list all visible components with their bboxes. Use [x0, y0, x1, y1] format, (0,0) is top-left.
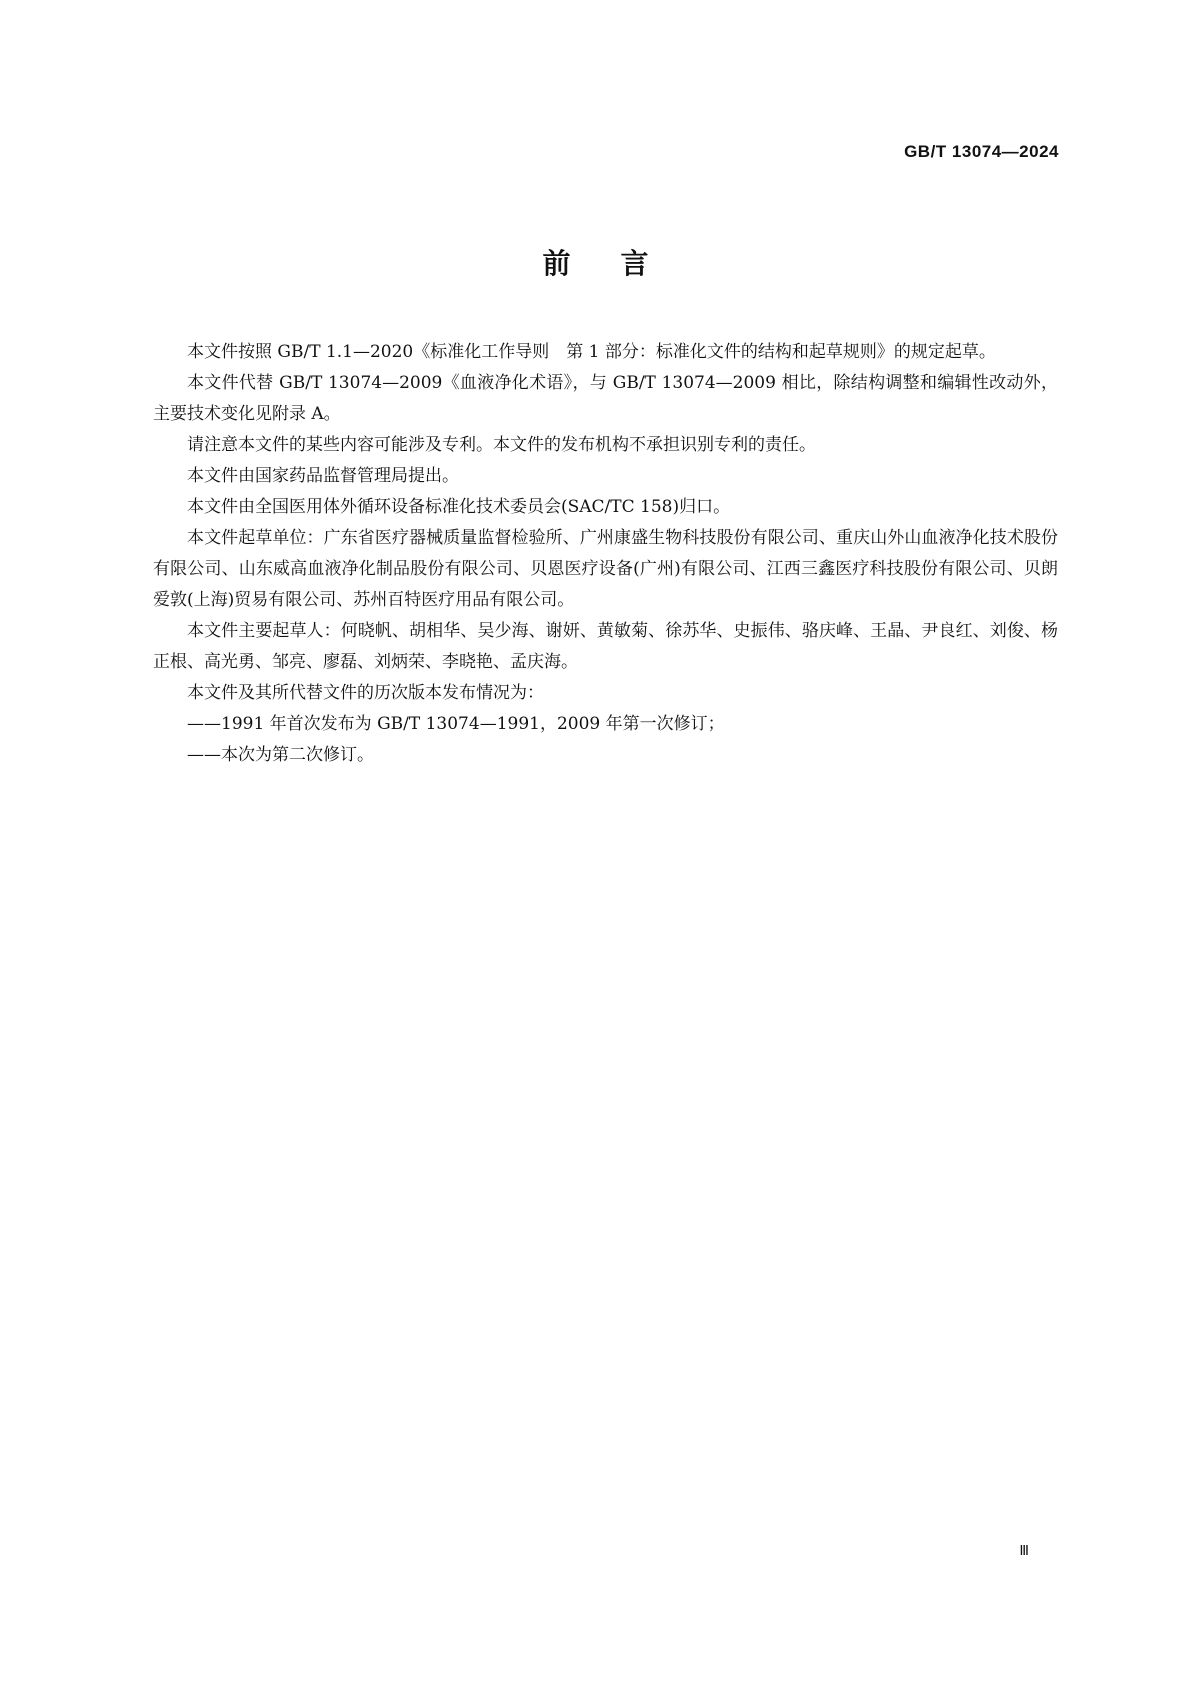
foreword-body: [153, 337, 1058, 771]
standard-code: GB/T 13074—2024: [904, 142, 1059, 161]
paragraph-version-history-intro: 本文件及其所代替文件的历次版本发布情况为：: [187, 683, 544, 703]
paragraph-replacement: 本文件代替 GB/T 13074—2009《血液净化术语》，与 GB/T 13074—2009 相比，除结构调整和编辑性改动外，主要技术变化见附录 A。: [153, 373, 1058, 424]
paragraph-drafting-rules: 本文件按照 GB/T 1.1—2020《标准化工作导则 第 1 部分：标准化文件的结构和起草规则》的规定起草。: [187, 342, 996, 362]
version-history-item: ——本次为第二次修订。: [187, 745, 374, 765]
paragraph-patent-notice: 请注意本文件的某些内容可能涉及专利。本文件的发布机构不承担识别专利的责任。: [187, 435, 816, 455]
version-history-item: ——1991 年首次发布为 GB/T 13074—1991，2009 年第一次修订；: [187, 714, 725, 734]
page-title: 前言: [542, 247, 699, 280]
paragraph-proposer: 本文件由国家药品监督管理局提出。: [187, 466, 459, 486]
paragraph-drafters: 本文件主要起草人：何晓帆、胡相华、吴少海、谢妍、黄敏菊、徐苏华、史振伟、骆庆峰、王晶、尹良红、刘俊、杨正根、高光勇、邹亮、廖磊、刘炳荣、李晓艳、孟庆海。: [153, 621, 1058, 672]
paragraph-committee: 本文件由全国医用体外循环设备标准化技术委员会(SAC/TC 158)归口。: [187, 497, 731, 517]
paragraph-drafting-units: 本文件起草单位：广东省医疗器械质量监督检验所、广州康盛生物科技股份有限公司、重庆山外山血液净化技术股份有限公司、山东威高血液净化制品股份有限公司、贝恩医疗设备(广州)有限公司、江西三鑫医疗科技股份有限公司、贝朗爱敦(上海)贸易有限公司、苏州百特医疗用品有限公司。: [153, 528, 1058, 610]
page-number: Ⅲ: [1019, 1544, 1029, 1559]
